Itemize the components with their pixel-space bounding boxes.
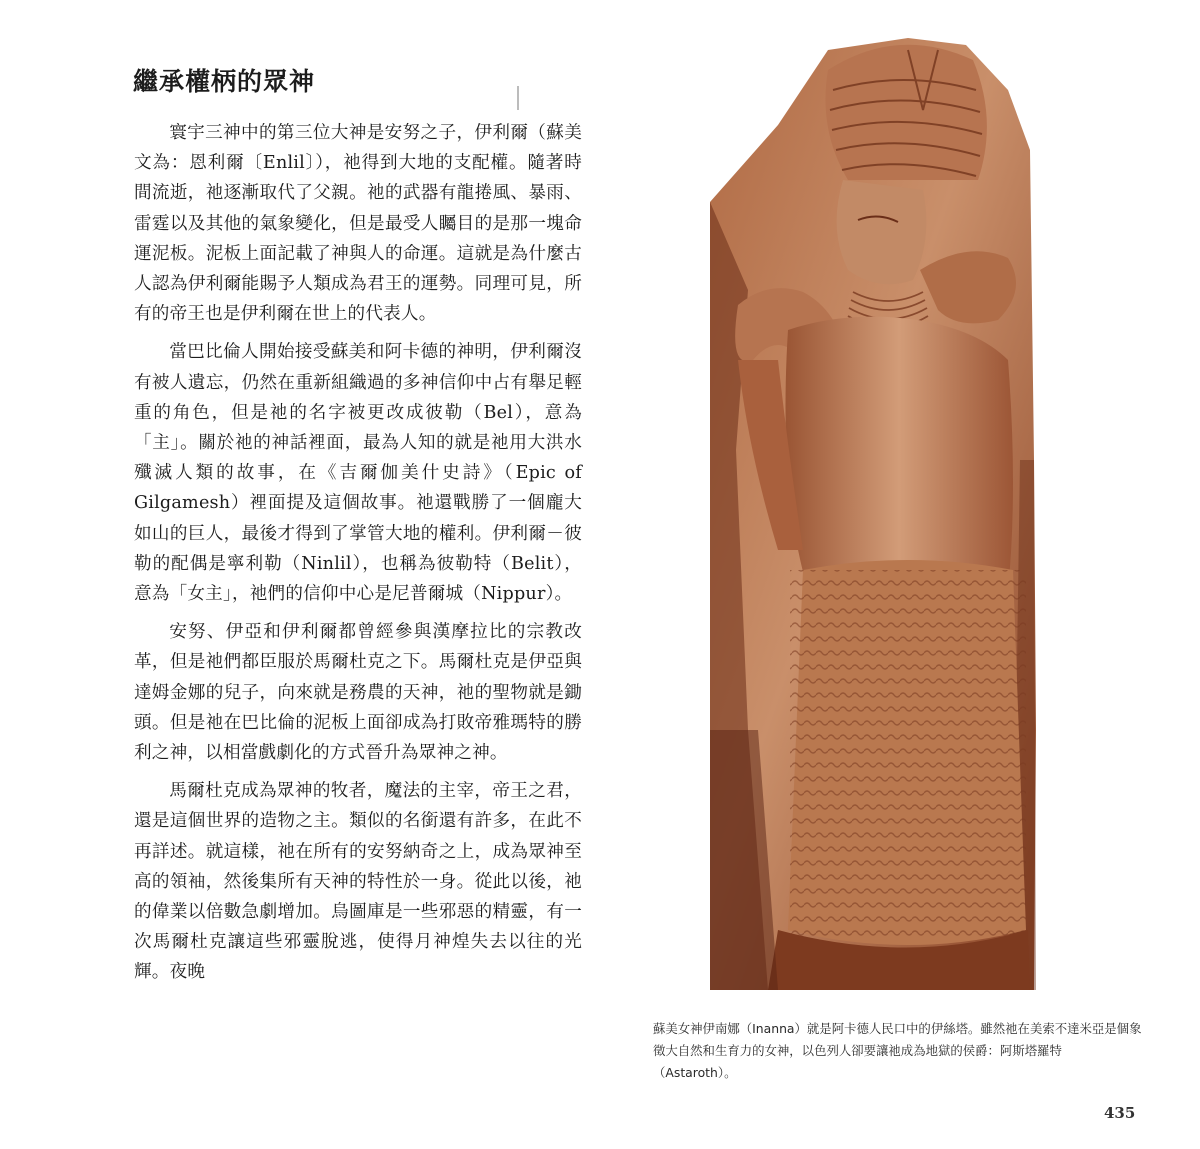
paragraph-1: 寰宇三神中的第三位大神是安努之子，伊利爾（蘇美文為：恩利爾〔Enlil〕），祂得到大地的支配權。隨著時間流逝，祂逐漸取代了父親。祂的武器有龍捲風、暴雨、雷霆以及其他的氣象變化，但是最受人矚目的是那一塊命運泥板。泥板上面記載了神與人的命運。這就是為什麼古人認為伊利爾能賜予人類成為君王的運勢。同理可見，所有的帝王也是伊利爾在世上的代表人。 xyxy=(134,123,582,325)
relief-illustration xyxy=(708,30,1038,990)
scan-artifact-mark xyxy=(517,86,519,110)
paragraph-3: 安努、伊亞和伊利爾都曾經參與漢摩拉比的宗教改革，但是祂們都臣服於馬爾杜克之下。馬爾杜克是伊亞與達姆金娜的兒子，向來就是務農的天神，祂的聖物就是鋤頭。但是祂在巴比倫的泥板上面卻成為打敗帝雅瑪特的勝利之神，以相當戲劇化的方式晉升為眾神之神。 xyxy=(134,622,582,764)
page-number: 435 xyxy=(1104,1104,1136,1122)
inanna-relief-photo xyxy=(708,30,1038,990)
paragraph-4: 馬爾杜克成為眾神的牧者，魔法的主宰，帝王之君，還是這個世界的造物之主。類似的名銜還有許多，在此不再詳述。就這樣，祂在所有的安努納奇之上，成為眾神至高的領袖，然後集所有天神的特性於一身。從此以後，祂的偉業以倍數急劇增加。烏圖庫是一些邪惡的精靈，有一次馬爾杜克讓這些邪靈脫逃，使得月神煌失去以往的光輝。夜晚 xyxy=(134,781,582,983)
paragraph-2: 當巴比倫人開始接受蘇美和阿卡德的神明，伊利爾沒有被人遺忘，仍然在重新組織過的多神信仰中占有舉足輕重的角色，但是祂的名字被更改成彼勒（Bel），意為「主」。關於祂的神話裡面，最為人知的就是祂用大洪水殲滅人類的故事，在《吉爾伽美什史詩》（Epic of Gilgamesh）裡面提及這個故事。祂還戰勝了一個龐大如山的巨人，最後才得到了掌管大地的權利。伊利爾－彼勒的配偶是寧利勒（Ninlil），也稱為彼勒特（Belit），意為「女主」，祂們的信仰中心是尼普爾城（Nippur）。 xyxy=(134,342,582,605)
figure-caption: 蘇美女神伊南娜（Inanna）就是阿卡德人民口中的伊絲塔。雖然祂在美索不達米亞是個象徵大自然和生育力的女神，以色列人卻要讓祂成為地獄的侯爵：阿斯塔羅特（Astaroth）。 xyxy=(653,1021,1142,1080)
section-title: 繼承權柄的眾神 xyxy=(133,67,316,96)
body-text-column xyxy=(134,118,582,996)
